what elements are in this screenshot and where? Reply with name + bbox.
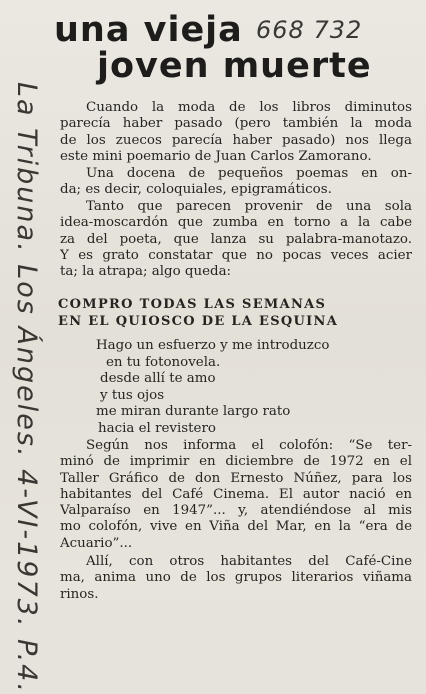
- text-line: Cuando la moda de los libros diminutos: [86, 100, 412, 115]
- text-line: idea-moscardón que zumba en torno a la cabe: [60, 215, 412, 231]
- poem-line: Hago un esfuerzo y me introduzco: [96, 338, 330, 353]
- text-line: Acuario”...: [60, 535, 133, 551]
- text-line: Una docena de pequeños poemas en on-: [86, 166, 412, 181]
- margin-source-annotation: La Tribuna. Los Ángeles. 4-VI-1973. P.4.: [11, 82, 42, 694]
- paragraph-1: [60, 100, 412, 165]
- poem-line: y tus ojos: [100, 387, 165, 403]
- text-line: este mini poemario de Juan Carlos Zamorano.: [60, 148, 372, 164]
- text-line: minó de imprimir en diciembre de 1972 en el: [60, 454, 412, 470]
- text-line: parecía haber pasado (pero también la moda: [60, 116, 412, 132]
- text-line: Según nos informa el colofón: “Se ter-: [86, 438, 412, 453]
- text-line: ma, anima uno de los grupos literarios viñama: [60, 570, 412, 586]
- text-line: ta; la atrapa; algo queda:: [60, 264, 232, 280]
- text-line: Valparaíso en 1947”... y, atendiéndose al mis: [60, 503, 412, 519]
- subheading-line-2: EN EL QUIOSCO DE LA ESQUINA: [58, 314, 339, 329]
- text-line: Taller Gráfico de don Ernesto Núñez, para los: [60, 470, 412, 486]
- paragraph-5: [60, 554, 412, 603]
- text-line: de los zuecos parecía haber pasado) nos llega: [60, 132, 412, 148]
- paragraph-3: [60, 199, 412, 280]
- text-line: da; es decir, coloquiales, epigramáticos.: [60, 182, 332, 198]
- headline-line-1: una vieja: [54, 10, 243, 50]
- paragraph-2: [60, 166, 412, 199]
- poem-line: me miran durante largo rato: [96, 404, 291, 420]
- text-line: habitantes del Café Cinema. El autor nació en: [60, 486, 412, 502]
- poem-line: hacia el revistero: [98, 420, 216, 436]
- paragraph-4: [60, 438, 412, 552]
- text-line: za del poeta, que lanza su palabra-manotazo.: [60, 231, 412, 247]
- poem-block: [96, 338, 329, 438]
- text-line: Y es grato constatar que no pocas veces acier: [60, 247, 412, 263]
- handwritten-code: 668 732: [256, 16, 363, 44]
- poem-line: en tu fotonovela.: [106, 354, 221, 370]
- text-line: mo colofón, vive en Viña del Mar, en la “era de: [60, 519, 412, 535]
- text-line: Tanto que parecen provenir de una sola: [86, 199, 412, 214]
- text-line: Allí, con otros habitantes del Café-Cine: [86, 554, 412, 569]
- poem-line: desde allí te amo: [100, 371, 216, 387]
- headline-line-2: joven muerte: [97, 46, 372, 86]
- subheading-line-1: COMPRO TODAS LAS SEMANAS: [58, 297, 327, 312]
- text-line: rinos.: [60, 586, 99, 602]
